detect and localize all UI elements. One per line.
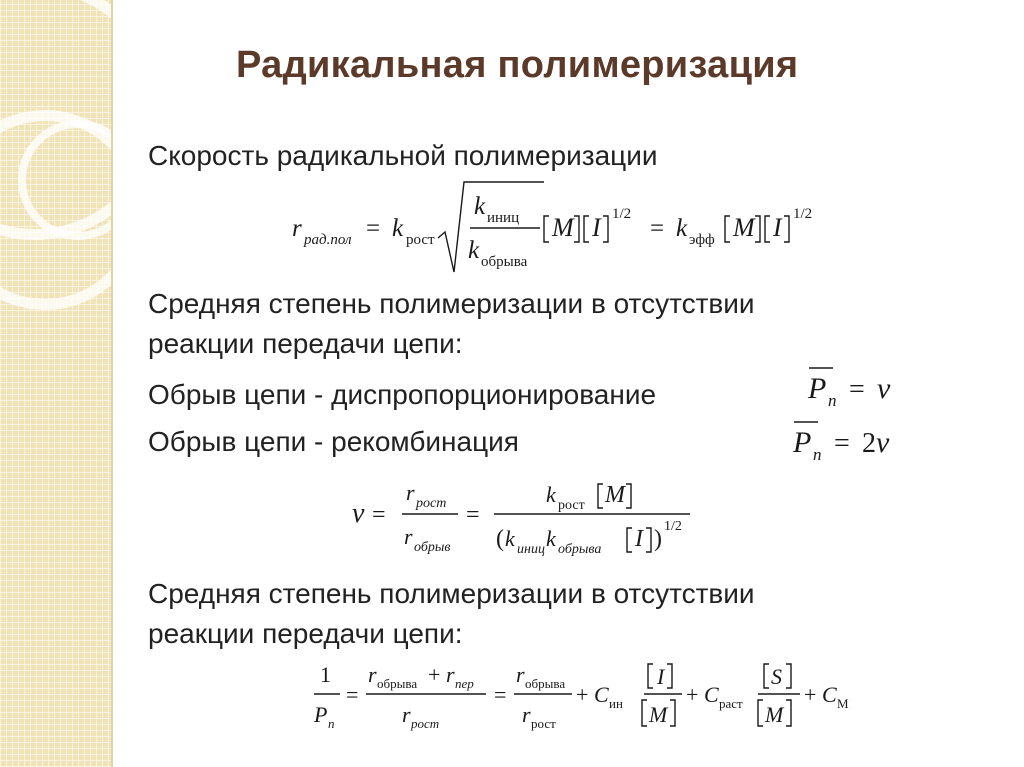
svg-text:I: I bbox=[635, 526, 643, 552]
svg-text:=: = bbox=[346, 682, 359, 707]
svg-text:ν: ν bbox=[877, 372, 891, 405]
svg-text:+: + bbox=[686, 682, 699, 707]
svg-text:M: M bbox=[552, 213, 574, 242]
svg-text:+: + bbox=[428, 662, 441, 687]
decorative-sidebar bbox=[0, 0, 111, 767]
svg-text:I: I bbox=[592, 213, 601, 242]
svg-text:r: r bbox=[368, 662, 377, 687]
svg-text:r: r bbox=[404, 524, 413, 549]
svg-text:S: S bbox=[771, 664, 782, 689]
avg-degree-line-3: Средняя степень полимеризации в отсутствии bbox=[148, 578, 755, 609]
avg-degree-line-4: реакции передачи цепи: bbox=[148, 618, 463, 649]
svg-text:=: = bbox=[650, 215, 665, 242]
svg-text:+: + bbox=[576, 682, 589, 707]
svg-text:обрыв: обрыв bbox=[414, 540, 451, 555]
svg-text:M: M bbox=[733, 213, 755, 242]
svg-text:M: M bbox=[765, 702, 784, 727]
svg-text:обрыва: обрыва bbox=[481, 254, 528, 270]
svg-text:k: k bbox=[546, 482, 556, 507]
svg-text:1: 1 bbox=[320, 662, 331, 687]
avg-degree-line-2: реакции передачи цепи: bbox=[148, 328, 463, 359]
svg-text:ν: ν bbox=[352, 498, 365, 529]
sidebar-divider bbox=[111, 0, 113, 767]
svg-text:r: r bbox=[516, 662, 525, 687]
svg-text:r: r bbox=[402, 702, 411, 727]
svg-text:r: r bbox=[406, 480, 415, 505]
svg-text:1/2: 1/2 bbox=[664, 519, 682, 534]
svg-text:r: r bbox=[292, 215, 302, 242]
rate-heading: Скорость радикальной полимеризации bbox=[148, 140, 658, 171]
svg-text:I: I bbox=[773, 213, 782, 242]
svg-text:=: = bbox=[494, 682, 507, 707]
svg-text:1/2: 1/2 bbox=[612, 206, 632, 222]
svg-text:P: P bbox=[314, 702, 328, 727]
termination-disproportionation: Обрыв цепи - диспропорционирование bbox=[148, 379, 657, 410]
svg-text:): ) bbox=[654, 526, 662, 552]
svg-text:P: P bbox=[793, 426, 812, 459]
svg-text:=: = bbox=[372, 502, 386, 528]
svg-text:M: M bbox=[605, 482, 625, 508]
svg-text:обрыва: обрыва bbox=[558, 542, 602, 557]
svg-text:M: M bbox=[649, 702, 668, 727]
svg-text:k: k bbox=[474, 193, 486, 220]
svg-text:рад.пол: рад.пол bbox=[304, 232, 352, 248]
svg-text:обрыва: обрыва bbox=[525, 676, 566, 691]
svg-text:n: n bbox=[828, 391, 837, 410]
svg-text:ин: ин bbox=[609, 696, 623, 711]
svg-text:n: n bbox=[328, 716, 335, 731]
rate-formula bbox=[290, 178, 850, 278]
svg-text:=: = bbox=[834, 428, 850, 459]
recombination-formula bbox=[790, 412, 920, 472]
svg-text:I: I bbox=[657, 664, 665, 689]
svg-text:r: r bbox=[522, 702, 531, 727]
svg-text:=: = bbox=[466, 502, 480, 528]
svg-text:рост: рост bbox=[416, 496, 447, 511]
svg-text:рост: рост bbox=[411, 716, 440, 731]
svg-text:раст: раст bbox=[719, 696, 743, 711]
svg-text:k: k bbox=[546, 526, 556, 551]
mayo-equation-formula bbox=[310, 658, 870, 740]
svg-text:n: n bbox=[813, 445, 822, 464]
svg-text:=: = bbox=[366, 215, 381, 242]
svg-text:обрыва: обрыва bbox=[377, 676, 418, 691]
svg-text:r: r bbox=[446, 662, 455, 687]
svg-text:(: ( bbox=[496, 526, 504, 552]
svg-text:P: P bbox=[808, 372, 827, 405]
svg-text:k: k bbox=[392, 215, 404, 242]
svg-text:рост: рост bbox=[531, 716, 556, 731]
svg-text:рост: рост bbox=[406, 232, 435, 248]
svg-text:2: 2 bbox=[862, 428, 876, 459]
svg-text:C: C bbox=[594, 682, 609, 707]
svg-text:эфф: эфф bbox=[689, 232, 715, 248]
svg-text:пер: пер bbox=[455, 676, 474, 691]
slide-title: Радикальная полимеризация bbox=[236, 44, 799, 86]
svg-text:k: k bbox=[505, 526, 515, 551]
svg-text:C: C bbox=[704, 682, 719, 707]
svg-text:+: + bbox=[804, 682, 817, 707]
svg-text:C: C bbox=[822, 682, 837, 707]
svg-text:М: М bbox=[837, 696, 849, 711]
svg-text:k: k bbox=[468, 237, 480, 264]
svg-text:=: = bbox=[849, 374, 865, 405]
kinetic-chain-length-formula bbox=[348, 472, 708, 562]
svg-text:ν: ν bbox=[876, 426, 890, 459]
svg-text:рост: рост bbox=[558, 498, 585, 513]
svg-text:1/2: 1/2 bbox=[793, 206, 813, 222]
avg-degree-line-1: Средняя степень полимеризации в отсутствии bbox=[148, 288, 755, 319]
svg-text:иниц: иниц bbox=[487, 210, 520, 226]
svg-text:иниц: иниц bbox=[517, 542, 545, 557]
svg-text:k: k bbox=[676, 215, 688, 242]
termination-recombination: Обрыв цепи - рекомбинация bbox=[148, 426, 519, 457]
